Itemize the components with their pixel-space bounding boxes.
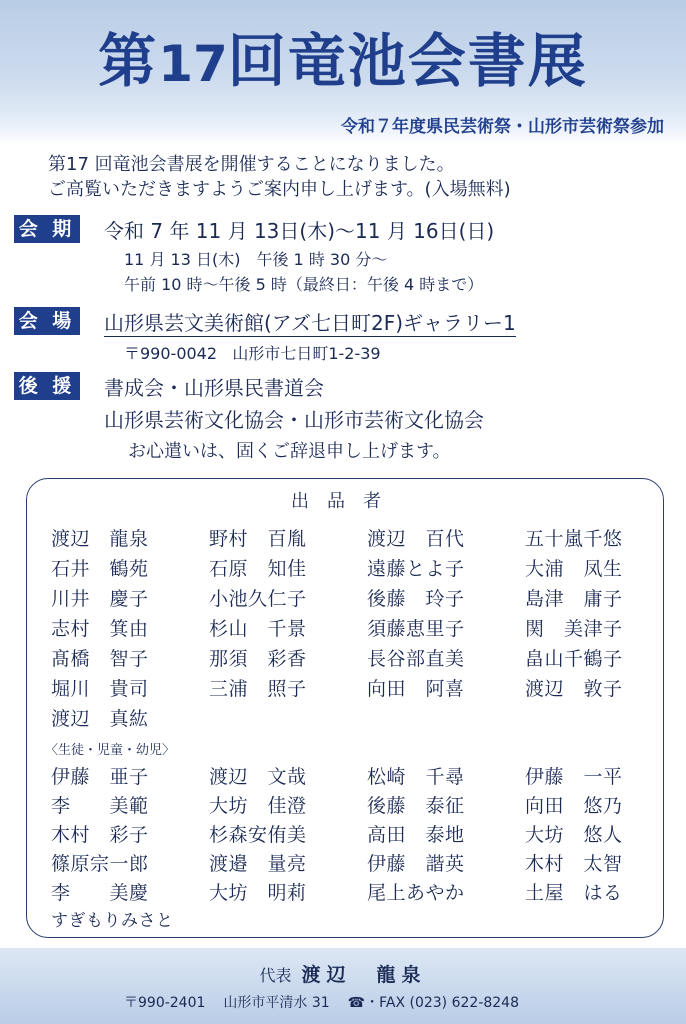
student-name: すぎもりみさと [51,911,174,931]
period-label: 会 期 [14,215,80,243]
representative-label: 代表 [259,966,292,985]
period-main: 令和 7 年 11 月 13日(木)〜11 月 16日(日) [104,219,495,243]
student-name: 高田 泰地 [367,824,465,846]
student-name: 李 美慶 [51,882,149,904]
exhibitor-name: 大浦 凤生 [525,558,623,580]
exhibitors-title: 出品者 [291,491,399,512]
venue-address [124,341,381,364]
support-label: 後 援 [14,372,80,400]
student-name: 木村 彩子 [51,824,149,846]
exhibitor-name: 志村 箕由 [51,618,149,640]
student-name: 後藤 泰征 [367,795,465,817]
student-name: 伊藤 諧英 [367,853,465,875]
exhibitor-name: 渡辺 百代 [367,528,465,550]
student-name: 木村 太智 [525,853,623,875]
title-suffix: 回 [227,27,288,95]
title-number: 17 [158,35,228,93]
support-line-2: 山形県芸術文化協会・山形市芸術文化協会 [104,408,484,432]
exhibitor-name: 長谷部直美 [367,648,465,670]
footer-phone: ☎・FAX (023) 622-8248 [347,995,519,1011]
student-name: 篠原宗一郎 [51,853,149,875]
exhibitor-name: 杉山 千景 [209,618,307,640]
venue-postal: 〒990-0042 [124,344,218,363]
period-opening: 11 月 13 日(木) 午後 1 時 30 分〜 [124,250,388,269]
student-name: 大坊 佳澄 [209,795,307,817]
exhibitor-name: 小池久仁子 [209,588,307,610]
period-hours: 午前 10 時〜午後 5 時（最終日：午後 4 時まで） [124,275,484,294]
student-name: 土屋 はる [525,882,623,904]
exhibitor-name: 三浦 照子 [209,678,307,700]
exhibitor-name: 髙橋 智子 [51,648,149,670]
exhibitor-name: 石原 知佳 [209,558,307,580]
student-name: 大坊 悠人 [525,824,623,846]
subtitle: 令和７年度県民芸術祭・山形市芸術祭参加 [341,117,664,137]
venue-address-text: 山形市七日町1-2-39 [232,344,381,363]
student-name: 大坊 明莉 [209,882,307,904]
representative-name: 渡辺 龍泉 [301,964,427,986]
exhibitor-name: 島津 庸子 [525,588,623,610]
footer-address-text: 山形市平清水 31 [223,995,330,1011]
exhibitors-box [26,478,664,938]
exhibitor-name: 川井 慶子 [51,588,149,610]
intro-line-1: 第17 回竜池会書展を開催することになりました。 [48,154,455,175]
header-banner [0,0,686,145]
footer-postal: 〒990-2401 [124,995,206,1011]
student-name: 松崎 千尋 [367,766,465,788]
student-name: 向田 悠乃 [525,795,623,817]
exhibitor-name: 渡辺 真紘 [51,708,149,730]
intro-line-2: ご高覧いただきますようご案内申し上げます。(入場無料) [48,179,511,200]
exhibitor-name: 後藤 玲子 [367,588,465,610]
student-name: 伊藤 一平 [525,766,623,788]
title-main: 竜池会書展 [287,27,588,95]
exhibitor-name: 石井 鶴苑 [51,558,149,580]
page-title [0,14,686,98]
venue-label: 会 場 [14,307,80,335]
venue-name-text: 山形県芸文美術館(アズ七日町2F)ギャラリー1 [104,311,516,335]
footer-address [124,992,537,1012]
exhibitor-name: 五十嵐千悠 [525,528,623,550]
student-name: 渡辺 文哉 [209,766,307,788]
exhibitor-name: 渡辺 龍泉 [51,528,149,550]
student-name: 李 美範 [51,795,149,817]
exhibitor-name: 畠山千鶴子 [525,648,623,670]
title-prefix: 第 [98,27,159,95]
exhibitor-name: 向田 阿喜 [367,678,465,700]
student-name: 杉森安侑美 [209,824,307,846]
exhibitor-name: 那須 彩香 [209,648,307,670]
student-name: 伊藤 亜子 [51,766,149,788]
exhibitor-name: 渡辺 敦子 [525,678,623,700]
exhibitor-name: 堀川 貴司 [51,678,149,700]
student-name: 渡邉 量亮 [209,853,307,875]
exhibitor-name: 関 美津子 [525,618,623,640]
venue-name [104,307,516,336]
student-category-label: 〈生徒・児童・幼児〉 [45,743,176,758]
student-name: 尾上あやか [367,882,465,904]
exhibitor-name: 遠藤とよ子 [367,558,465,580]
footer [0,948,686,1024]
representative [0,960,686,987]
exhibitor-name: 野村 百胤 [209,528,307,550]
exhibitor-name: 須藤恵里子 [367,618,465,640]
support-note: お心遣いは、固くご辞退申し上げます。 [128,441,451,462]
intro-text [48,152,511,202]
support-line-1: 書成会・山形県民書道会 [104,376,324,400]
